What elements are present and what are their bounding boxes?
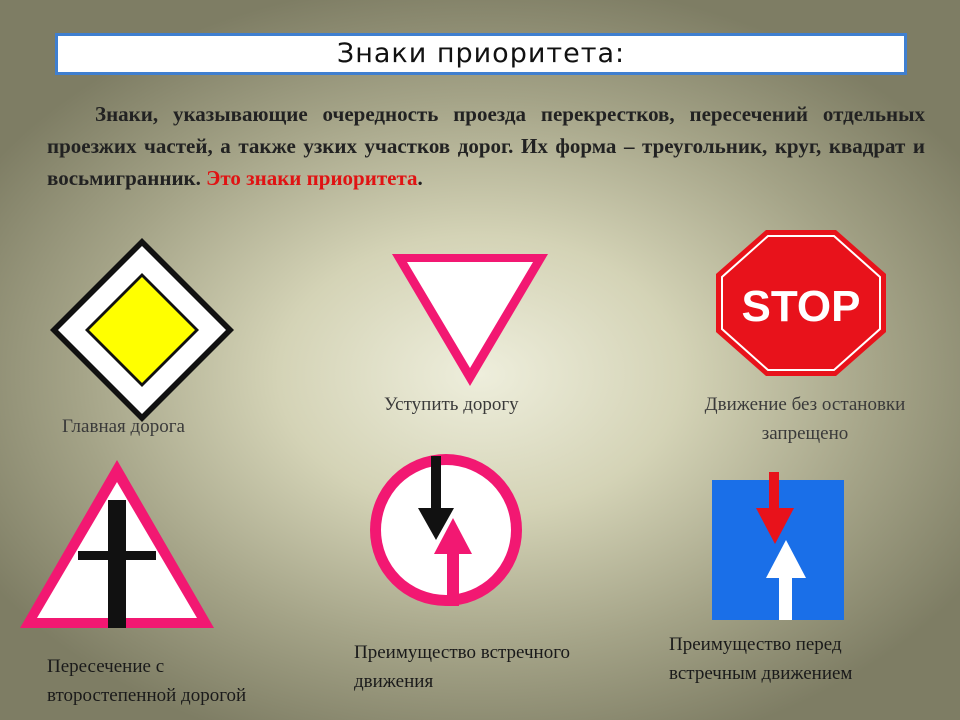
intro-highlight-text: Это знаки приоритета bbox=[206, 166, 418, 190]
main-road-sign bbox=[48, 236, 236, 424]
yield-sign bbox=[388, 250, 552, 390]
minor-road-crossing-sign bbox=[16, 456, 218, 632]
oncoming-priority-sign bbox=[368, 452, 524, 608]
intro-main-text: Знаки, указывающие очередность проезда перекрестков, пересечений отдельных проезжих частей, а также узких участков дорог. Их форма – треугольник, круг, квадрат и восьмигранник. bbox=[47, 102, 925, 190]
page-title: Знаки приоритета: bbox=[55, 33, 907, 75]
minor-road-crossing-caption-line1: Пересечение с bbox=[47, 656, 165, 677]
oncoming-priority-caption bbox=[354, 638, 570, 696]
stop-caption-line1: Движение без остановки bbox=[704, 394, 906, 415]
stop-sign-text: STOP bbox=[741, 282, 861, 331]
minor-road-crossing-caption bbox=[47, 652, 246, 710]
priority-over-oncoming-caption bbox=[669, 630, 852, 688]
intro-end-period: . bbox=[417, 166, 423, 190]
intro-paragraph bbox=[47, 98, 925, 194]
priority-over-oncoming-caption-line1: Преимущество перед bbox=[669, 634, 842, 655]
yield-caption: Уступить дорогу bbox=[384, 394, 519, 415]
oncoming-priority-caption-line1: Преимущество встречного bbox=[354, 642, 571, 663]
priority-over-oncoming-sign bbox=[710, 470, 846, 622]
oncoming-priority-caption-line2: движения bbox=[354, 671, 434, 692]
main-road-caption: Главная дорога bbox=[62, 416, 185, 437]
stop-sign bbox=[714, 228, 888, 378]
stop-caption-line2: запрещено bbox=[761, 423, 849, 444]
minor-road-crossing-caption-line2: второстепенной дорогой bbox=[47, 685, 247, 706]
priority-over-oncoming-caption-line2: встречным движением bbox=[669, 663, 853, 684]
stop-caption bbox=[675, 390, 935, 448]
